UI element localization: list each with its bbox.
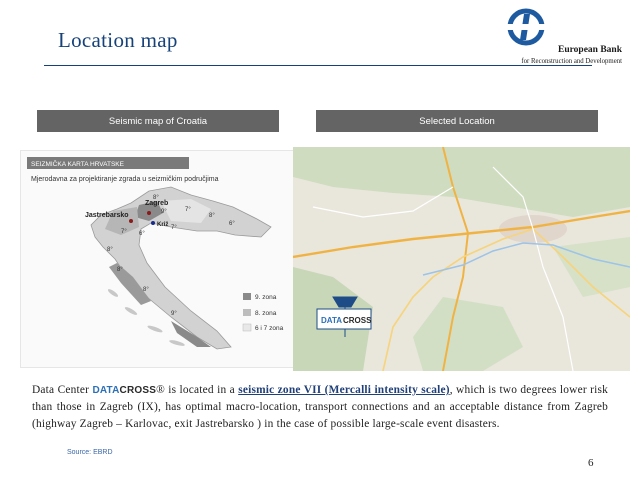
zone-mark: 7° xyxy=(171,225,177,231)
marker-brand-data: DATA xyxy=(321,316,343,325)
zone-mark: 8° xyxy=(209,213,215,219)
zagreb-marker xyxy=(147,211,151,215)
jastrebarsko-marker xyxy=(129,219,133,223)
location-map-figure xyxy=(293,147,630,371)
body-part-3: , which is two degrees lower risk than those in Zagreb (IX), has optimal macro-location, transport connections and an acceptable distance from Zagreb (highway Zagreb – Karlovac, exit Jastrebarsko ) in the case of possible large-scale event disasters. xyxy=(32,384,608,430)
selected-location-header: Selected Location xyxy=(316,110,598,132)
seismic-map-header: Seismic map of Croatia xyxy=(37,110,279,132)
legend-label: 9. zona xyxy=(255,294,277,301)
logo-name: European Bank xyxy=(558,45,622,55)
kriz-marker xyxy=(151,221,155,225)
seismic-map-banner: SEIZMIČKA KARTA HRVATSKE xyxy=(31,161,124,168)
page-number: 6 xyxy=(588,457,594,469)
legend-swatch-zone-6-7 xyxy=(243,324,251,331)
zone-mark: 6° xyxy=(139,231,145,237)
zone-mark: 8° xyxy=(153,195,159,201)
source-note: Source: EBRD xyxy=(67,449,113,456)
zone-mark: 9° xyxy=(161,209,167,215)
title-divider xyxy=(44,65,592,66)
zone-mark: 8° xyxy=(107,247,113,253)
body-part-2: is located in a xyxy=(164,384,239,396)
legend-label: 8. zona xyxy=(255,310,277,317)
zone-mark: 8° xyxy=(143,287,149,293)
zone-mark: 7° xyxy=(185,207,191,213)
body-part-1: Data Center xyxy=(32,384,93,396)
legend-swatch-zone-9 xyxy=(243,293,251,300)
zone-mark: 8° xyxy=(117,267,123,273)
legend-swatch-zone-8 xyxy=(243,309,251,316)
seismic-map-figure xyxy=(21,151,320,368)
location-map-image xyxy=(293,147,630,371)
zone-mark: 6° xyxy=(229,221,235,227)
logo-subtitle: for Reconstruction and Development xyxy=(521,58,622,65)
description-paragraph xyxy=(32,382,608,433)
ebrd-logo-icon xyxy=(504,8,548,46)
city-label: Zagreb xyxy=(145,200,169,207)
city-label: Križ xyxy=(157,222,169,228)
brand-data: DATA xyxy=(92,385,120,396)
city-label: Jastrebarsko xyxy=(85,212,129,219)
marker-brand-cross: CROSS xyxy=(343,316,372,325)
registered-mark: ® xyxy=(156,384,165,396)
legend-label: 6 i 7 zona xyxy=(255,325,284,332)
seismic-zone-link[interactable]: seismic zone VII (Mercalli intensity scale) xyxy=(238,384,450,396)
brand-cross: CROSS xyxy=(119,385,157,396)
seismic-map-subtitle: Mjerodavna za projektiranje zgrada u seizmičkim područjima xyxy=(31,176,219,183)
zone-mark: 9° xyxy=(171,311,177,317)
seismic-map-image xyxy=(20,150,320,368)
zone-mark: 7° xyxy=(121,229,127,235)
page-title: Location map xyxy=(58,28,178,52)
